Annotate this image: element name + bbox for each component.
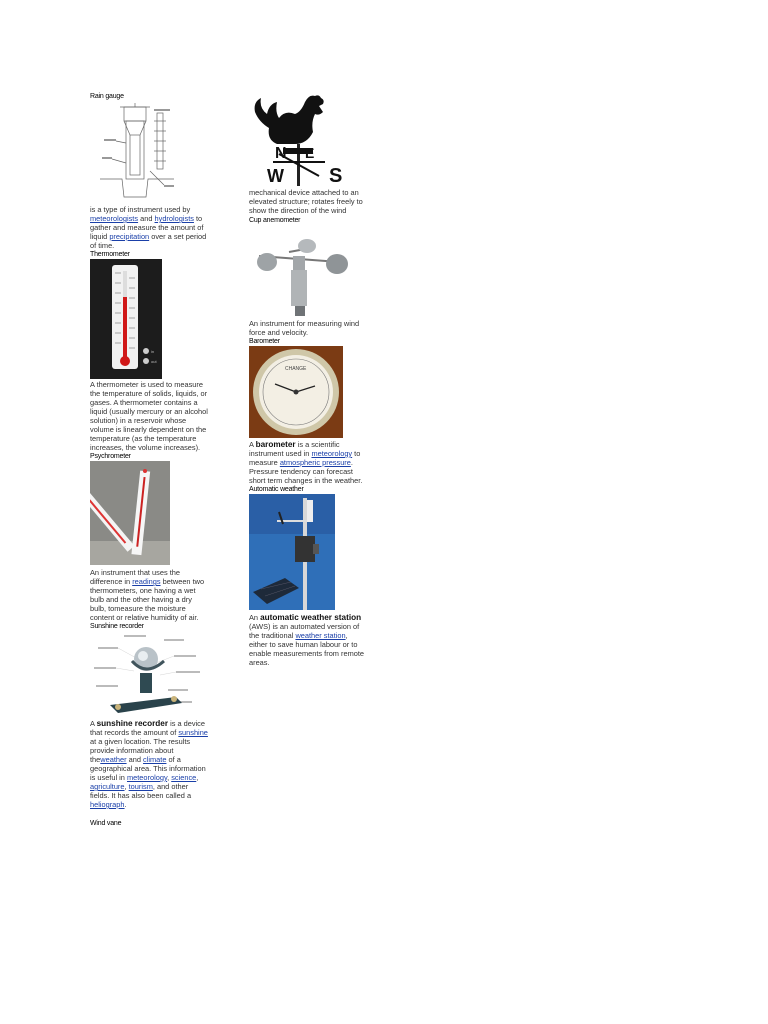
automatic-weather-heading: Automatic weather	[249, 486, 304, 493]
link-science[interactable]: science	[171, 773, 197, 782]
sunshine-recorder-description: A sunshine recorder is a device that records the amount of sunshine at a given location. The results provide information about theweather and climate of a geographical area. This information is useful in meteorology, science, agriculture, tourism, and other fields. It has also been called a heliograph.	[90, 719, 208, 809]
left-column	[90, 92, 208, 828]
link-precipitation[interactable]: precipitation	[109, 232, 150, 241]
link-readings[interactable]: readings	[132, 577, 161, 586]
cup-anemometer-description: An instrument for measuring wind force and velocity.	[249, 319, 360, 337]
wind-vane-description: mechanical device attached to an elevated structure; rotates freely to show the direction of the wind	[249, 188, 363, 215]
thermometer-legend-out: out	[151, 359, 157, 364]
barometer-heading: Barometer	[249, 338, 280, 345]
link-hydrologists[interactable]: hydrologists	[154, 214, 194, 223]
automatic-weather-station-description: An automatic weather station (AWS) is an automated version of the traditional weather station, either to save human labour or to enable measurements from remote areas.	[249, 613, 365, 667]
barometer-image	[249, 346, 343, 438]
vane-letter-w: W	[267, 166, 284, 186]
link-meteorology-barometer[interactable]: meteorology	[311, 449, 353, 458]
rain-gauge-heading: Rain gauge	[90, 93, 124, 100]
link-weather[interactable]: weather	[100, 755, 127, 764]
link-atmospheric-pressure[interactable]: atmospheric pressure	[279, 458, 351, 467]
thermometer-heading: Thermometer	[90, 251, 130, 258]
link-sunshine[interactable]: sunshine	[178, 728, 208, 737]
sunshine-recorder-image	[90, 631, 212, 717]
thermometer-image	[90, 259, 162, 379]
psychrometer-image	[90, 461, 170, 565]
sunshine-recorder-heading: Sunshine recorder	[90, 623, 144, 630]
psychrometer-description: An instrument that uses the difference in readings between two thermometers, one having a wet bulb and the other having a dry bulb, tomeasure the moisture content or relative humidity of air.	[90, 568, 205, 622]
link-heliograph[interactable]: heliograph	[90, 800, 125, 809]
link-agriculture[interactable]: agriculture	[90, 782, 125, 791]
wind-vane-heading: Wind vane	[90, 820, 122, 827]
link-climate[interactable]: climate	[143, 755, 167, 764]
automatic-weather-station-image	[249, 494, 335, 610]
vane-letter-n: N	[275, 145, 287, 162]
cup-anemometer-image	[249, 228, 349, 318]
right-column	[249, 92, 367, 667]
barometer-change-label: CHANGE	[285, 366, 307, 372]
thermometer-description: A thermometer is used to measure the temperature of solids, liquids, or gases. A thermometer contains a liquid (usually mercury or an alcohol solution) in a reservoir whose volume is linearly dependent on the temperature (as the temperature increases, the volume increases).	[90, 380, 208, 452]
link-tourism[interactable]: tourism	[128, 782, 153, 791]
wind-vane-rooster-image	[249, 92, 349, 188]
link-meteorology-sunshine[interactable]: meteorology	[126, 773, 168, 782]
barometer-description: A barometer is a scientific instrument used in meteorology to measure atmospheric pressure. Pressure tendency can forecast short term changes in the weather.	[249, 440, 363, 485]
rain-gauge-description: is a type of instrument used by meteorologists and hydrologists to gather and measure the amount of liquid precipitation over a set period of time.	[90, 205, 207, 250]
link-meteorologists[interactable]: meteorologists	[90, 214, 139, 223]
psychrometer-heading: Psychrometer	[90, 453, 131, 460]
rain-gauge-diagram	[94, 101, 182, 201]
thermometer-legend-in: in	[151, 349, 155, 354]
vane-letter-e: E	[305, 145, 315, 161]
vane-letter-s: S	[329, 165, 343, 187]
cup-anemometer-heading: Cup anemometer	[249, 217, 301, 224]
link-weather-station[interactable]: weather station	[295, 631, 346, 640]
